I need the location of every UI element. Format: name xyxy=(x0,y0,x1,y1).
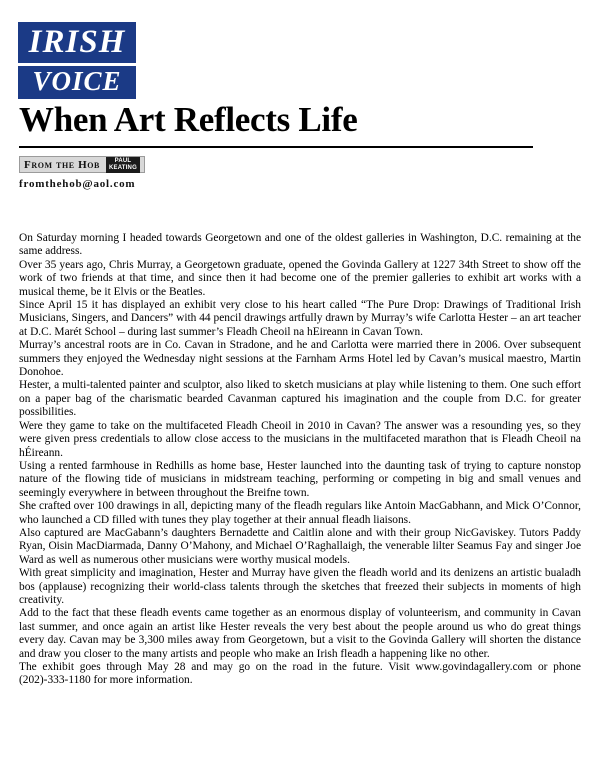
article-paragraph: Using a rented farmhouse in Redhills as home base, Hester launched into the daunting task of trying to capture nonstop nature of the flowing tide of musicians in midstream teaching, performing or competing in big and small venues and seemingly everywhere in between throughout the Breifne town. xyxy=(19,459,581,499)
masthead-line-irish: IRISH xyxy=(18,22,136,63)
article-paragraph: With great simplicity and imagination, Hester and Murray have given the fleadh world and its denizens an artistic bualadh bos (applause) recognizing their world-class talents through the sketches that freezed their subjects in moments of high creativity. xyxy=(19,567,581,606)
article-headline: When Art Reflects Life xyxy=(19,100,358,139)
article-paragraph: Murray’s ancestral roots are in Co. Cavan in Stradone, and he and Carlotta were married there in 2006. Over subsequent summers they enjoyed the Wednesday night sessions at the Farnham Arms Hotel led by Cavan’s musical maestro, Martin Donohoe. xyxy=(19,339,581,379)
column-author-badge xyxy=(106,157,140,173)
article-paragraph: Add to the fact that these fleadh events came together as an enormous display of volunteerism, and community in Cavan last summer, and once again an artist like Hester reveals the very best about the people around us who do great things every day. Cavan may be 3,300 miles away from Georgetown, but a visit to the Govinda Gallery will shorten the distance and draw you closer to the many artists and people who make an Irish fleadh a happening like no other. xyxy=(19,607,581,660)
column-author-last: KEATING xyxy=(108,164,137,171)
article-paragraph: Since April 15 it has displayed an exhibit very close to his heart called “The Pure Drop: Drawings of Traditional Irish Musicians, Singers, and Dancers” with 44 pencil drawings artfully drawn by Murray’s wife Carlotta Hester – an art teacher at D.C. Marét School – during last summer’s Fleadh Cheoil na hEireann in Cavan Town. xyxy=(19,299,581,338)
column-author-first: PAUL xyxy=(114,157,132,164)
article-body xyxy=(19,232,581,688)
masthead-voice-band xyxy=(18,64,136,99)
article-paragraph: Also captured are MacGabann’s daughters Bernadette and Caitlin alone and with their group NicGaviskey. Tutors Paddy Ryan, Oisin MacDiarmada, Danny O’Mahony, and Michael O’Raghallaigh, the venerable lilter Seamus Fay and singer Joe Ward as well as numerous other musicians were worthy musical models. xyxy=(19,526,581,566)
article-paragraph: Hester, a multi-talented painter and sculptor, also liked to sketch musicians at play while listening to them. One such effort on a paper bag of the charismatic bearded Cavanman captured his imagination and the couple from D.C. for greater possibilities. xyxy=(19,379,581,419)
article-paragraph: Over 35 years ago, Chris Murray, a Georgetown graduate, opened the Govinda Gallery at 1227 34th Street to show off the work of two friends at that time, and since then it had become one of the premier galleries to exhibit art works with a musical theme, be it Elvis or the Beatles. xyxy=(19,258,581,298)
article-paragraph: She crafted over 100 drawings in all, depicting many of the fleadh regulars like Antoin MacGabhann, and Mick O’Connor, who launched a CD filled with tunes they play together at their annual fleadh liaisons. xyxy=(19,500,581,526)
publication-masthead xyxy=(18,22,136,99)
column-byline-bar xyxy=(19,156,145,173)
article-paragraph: Were they game to take on the multifaceted Fleadh Cheoil in 2010 in Cavan? The answer was a resounding yes, so they were given press credentials to allow close access to the musicians in the multifaceted marathon that is Fleadh Cheoil na hÉireann. xyxy=(19,419,581,459)
article-paragraph: On Saturday morning I headed towards Georgetown and one of the oldest galleries in Washington, D.C. remaining at the same address. xyxy=(19,232,581,258)
column-title: From the Hob xyxy=(24,158,100,171)
article-paragraph: The exhibit goes through May 28 and may go on the road in the future. Visit www.govindagallery.com or phone (202)-333-1180 for more information. xyxy=(19,661,581,687)
column-email: fromthehob@aol.com xyxy=(19,178,136,190)
headline-divider xyxy=(19,146,533,148)
masthead-line-voice: VOICE xyxy=(32,66,122,96)
